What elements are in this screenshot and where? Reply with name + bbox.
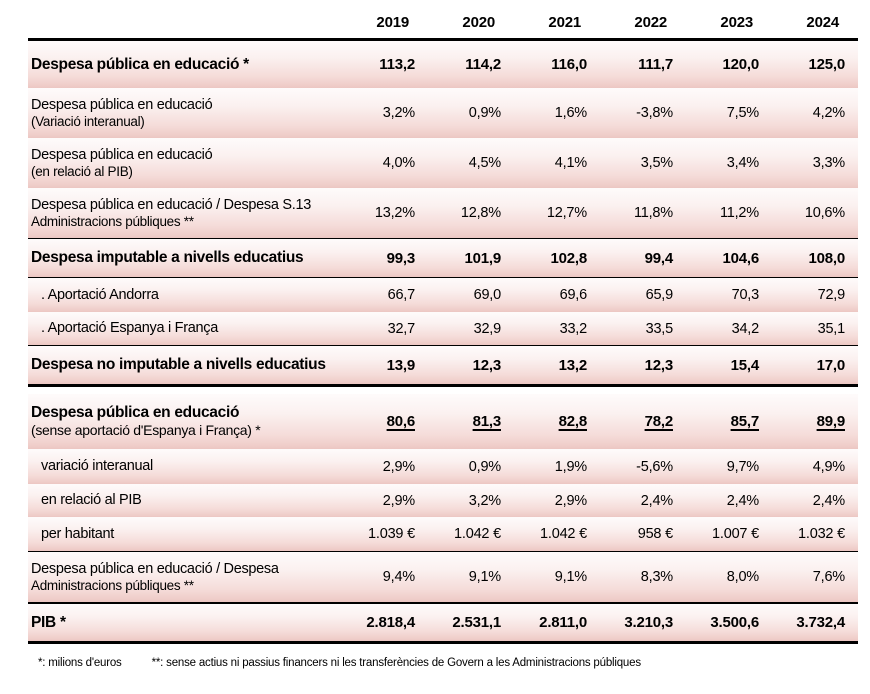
row-label-line1: . Aportació Espanya i França: [41, 320, 218, 337]
row-label-line2: (sense aportació d'Espanya i França) *: [31, 422, 261, 439]
row-value-2020: 114,2: [465, 56, 501, 73]
row-value-2024: 4,2%: [812, 105, 845, 121]
row-value-2019: 13,2%: [374, 205, 415, 221]
row-value-2024: 17,0: [816, 356, 845, 374]
row-label: [28, 560, 342, 595]
row-label-line2: Administracions públiques **: [31, 577, 194, 593]
row-label: [28, 55, 342, 74]
row-value-2020: 0,9%: [468, 105, 501, 121]
table-row: [28, 278, 858, 312]
year-column-header: 2022: [634, 14, 667, 31]
row-value-2024: 4,9%: [812, 458, 845, 475]
table-row: [28, 484, 858, 517]
table-row: [28, 449, 858, 484]
row-label: [28, 457, 342, 475]
year-column-header: 2024: [806, 14, 839, 31]
row-value-2019: 32,7: [387, 320, 415, 337]
row-value-2021: 1,6%: [554, 105, 587, 121]
table-row: [28, 394, 858, 449]
row-value-2024: 3.732,4: [796, 614, 845, 631]
education-spending-table: [28, 8, 858, 669]
row-value-2019: 2,9%: [382, 492, 415, 509]
row-value-2024: 7,6%: [812, 569, 845, 585]
footnote-single-asterisk: *: milions d'euros: [38, 657, 122, 669]
row-value-2022: 99,4: [644, 249, 673, 267]
row-value-2023: 7,5%: [726, 105, 759, 121]
row-value-2021: 13,2: [558, 356, 587, 374]
table-row: [28, 517, 858, 552]
row-label: [28, 248, 342, 267]
row-value-2019: 4,0%: [382, 155, 415, 171]
row-value-2023: 2,4%: [726, 492, 759, 509]
row-value-2019: 113,2: [379, 56, 415, 73]
row-value-2021: 82,8: [558, 413, 587, 430]
row-value-2023: 104,6: [722, 249, 759, 267]
row-value-2023: 3.500,6: [710, 614, 759, 631]
row-value-2023: 34,2: [731, 320, 759, 337]
row-value-2023: 120,0: [722, 56, 759, 73]
row-value-2021: 1.042 €: [540, 526, 587, 542]
row-value-2021: 33,2: [559, 320, 587, 337]
table-row: [28, 41, 858, 88]
row-value-2023: 1.007 €: [712, 526, 759, 542]
row-value-2023: 11,2%: [719, 205, 759, 221]
row-value-2020: 3,2%: [468, 492, 501, 509]
row-label: [28, 146, 342, 181]
row-value-2023: 85,7: [730, 413, 759, 430]
row-value-2024: 89,9: [816, 413, 845, 430]
row-value-2019: 2.818,4: [366, 614, 415, 631]
year-column-header: 2023: [720, 14, 753, 31]
row-value-2022: 111,7: [638, 56, 673, 73]
table-row: [28, 188, 858, 239]
row-value-2022: 3,5%: [640, 155, 673, 171]
year-column-header: 2021: [548, 14, 581, 31]
row-label: [28, 96, 342, 131]
row-value-2024: 108,0: [808, 249, 845, 267]
row-value-2020: 1.042 €: [454, 526, 501, 542]
row-value-2019: 3,2%: [382, 105, 415, 121]
footnote-double-asterisk: **: sense actius ni passius financers ni les transferències de Govern a les Administracions públiques: [151, 657, 641, 669]
row-value-2022: 11,8%: [633, 205, 673, 221]
table-row: [28, 239, 858, 278]
row-label: [28, 286, 342, 304]
row-value-2020: 4,5%: [468, 155, 501, 171]
row-label: [28, 403, 342, 440]
row-value-2022: 12,3: [644, 356, 673, 374]
row-value-2023: 3,4%: [726, 155, 759, 171]
row-value-2021: 9,1%: [554, 569, 587, 585]
row-label-line1: Despesa no imputable a nivells educatius: [31, 356, 326, 374]
row-value-2023: 15,4: [730, 356, 759, 374]
row-value-2022: 3.210,3: [624, 614, 673, 631]
row-label-line1: Despesa pública en educació *: [31, 55, 249, 73]
row-value-2020: 32,9: [473, 320, 501, 337]
row-value-2020: 12,8%: [460, 205, 501, 221]
row-value-2021: 12,7%: [546, 205, 587, 221]
row-value-2019: 99,3: [386, 249, 415, 267]
row-label: [28, 355, 342, 374]
row-value-2024: 10,6%: [804, 205, 845, 221]
row-label: [28, 613, 342, 632]
row-value-2022: 958 €: [637, 526, 673, 542]
row-value-2021: 1,9%: [554, 458, 587, 475]
row-label-line1: variació interanual: [41, 458, 153, 475]
row-label-line1: Despesa pública en educació / Despesa: [31, 560, 279, 577]
row-value-2019: 80,6: [386, 413, 415, 430]
table-row: [28, 88, 858, 138]
row-value-2020: 0,9%: [468, 458, 501, 475]
row-value-2020: 2.531,1: [452, 614, 501, 631]
row-label-line1: . Aportació Andorra: [41, 286, 159, 303]
row-value-2022: -3,8%: [636, 105, 673, 121]
row-label: [28, 319, 342, 337]
row-value-2019: 2,9%: [382, 458, 415, 475]
row-value-2022: -5,6%: [636, 458, 673, 475]
row-value-2022: 2,4%: [640, 492, 673, 509]
row-value-2021: 2,9%: [554, 492, 587, 509]
row-value-2020: 69,0: [473, 287, 501, 303]
row-label-line1: Despesa pública en educació: [31, 404, 240, 422]
row-value-2024: 1.032 €: [798, 526, 845, 542]
row-label: [28, 525, 342, 543]
row-value-2019: 1.039 €: [368, 526, 415, 542]
row-label: [28, 196, 342, 231]
row-label-line1: Despesa pública en educació: [31, 146, 213, 163]
row-value-2020: 81,3: [472, 413, 501, 430]
row-value-2024: 3,3%: [812, 155, 845, 171]
row-value-2023: 70,3: [731, 287, 759, 303]
row-value-2020: 9,1%: [468, 569, 501, 585]
table-row: [28, 346, 858, 387]
row-label-line1: Despesa imputable a nivells educatius: [31, 249, 304, 267]
table-body: [28, 41, 858, 644]
row-label-line2: Administracions públiques **: [31, 213, 194, 229]
row-value-2022: 33,5: [645, 320, 673, 337]
table-row: [28, 552, 858, 604]
table-row: [28, 312, 858, 346]
year-header-row: [28, 8, 858, 41]
row-value-2024: 72,9: [817, 287, 845, 303]
year-column-header: 2019: [376, 14, 409, 31]
row-label-line1: Despesa pública en educació / Despesa S.13: [31, 196, 312, 213]
row-value-2019: 66,7: [387, 287, 415, 303]
table-row: [28, 138, 858, 188]
row-value-2021: 116,0: [551, 56, 587, 73]
row-value-2022: 65,9: [645, 287, 673, 303]
row-label: [28, 491, 342, 509]
row-value-2024: 2,4%: [812, 492, 845, 509]
row-value-2021: 102,8: [550, 249, 587, 267]
row-value-2019: 13,9: [386, 356, 415, 374]
row-label-line1: per habitant: [41, 525, 114, 542]
row-label-line1: Despesa pública en educació: [31, 96, 213, 113]
row-label-line2: (en relació al PIB): [31, 163, 133, 179]
year-column-header: 2020: [462, 14, 495, 31]
row-value-2024: 125,0: [808, 56, 845, 73]
row-value-2022: 8,3%: [640, 569, 673, 585]
row-value-2021: 2.811,0: [539, 614, 587, 631]
row-label-line2: (Variació interanual): [31, 113, 145, 129]
row-value-2024: 35,1: [817, 320, 845, 337]
footnotes: [28, 657, 858, 669]
table-row: [28, 604, 858, 644]
row-value-2021: 4,1%: [554, 155, 587, 171]
row-value-2021: 69,6: [559, 287, 587, 303]
row-value-2022: 78,2: [644, 413, 673, 430]
row-value-2023: 9,7%: [726, 458, 759, 475]
row-value-2019: 9,4%: [382, 569, 415, 585]
row-value-2020: 12,3: [472, 356, 501, 374]
row-label-line1: en relació al PIB: [41, 492, 142, 509]
row-value-2020: 101,9: [464, 249, 501, 267]
row-value-2023: 8,0%: [726, 569, 759, 585]
row-label-line1: PIB *: [31, 613, 66, 631]
